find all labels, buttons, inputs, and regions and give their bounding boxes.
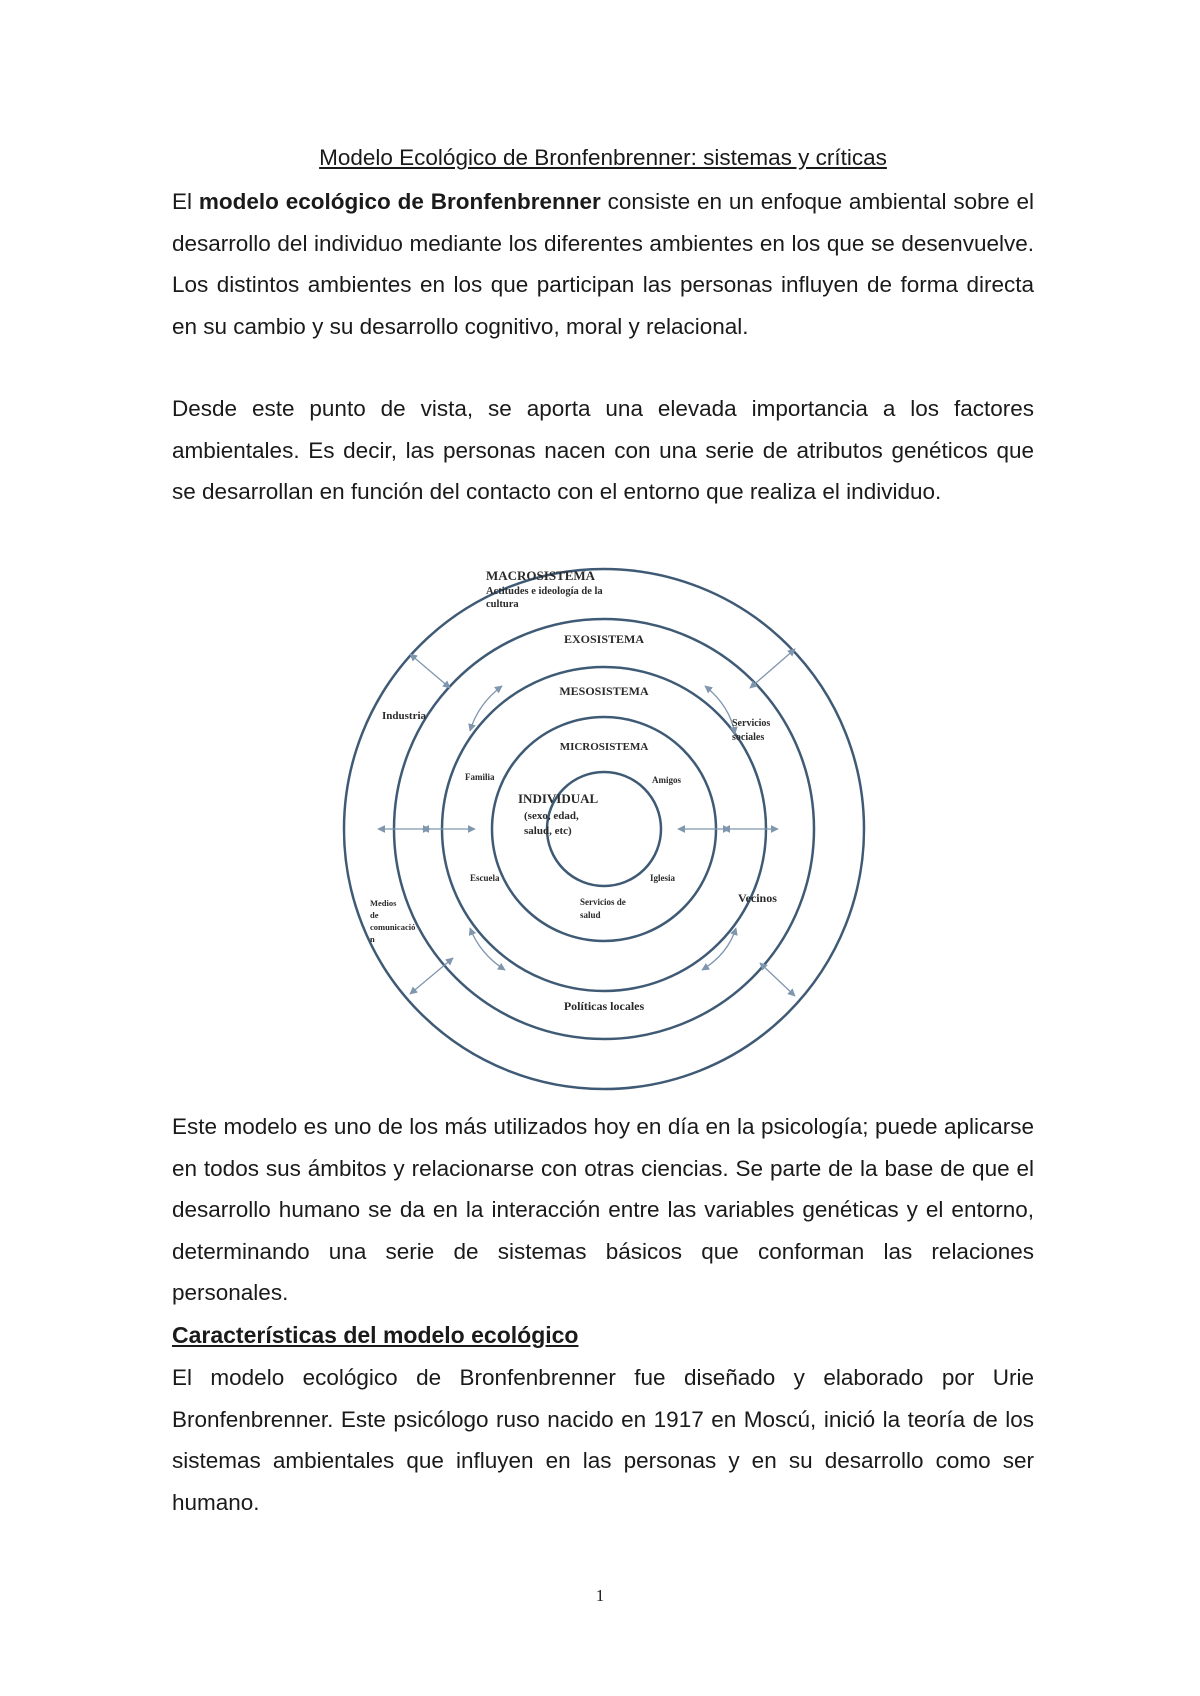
paragraph-intro [172, 181, 1034, 347]
page-title: Modelo Ecológico de Bronfenbrenner: sistemas y críticas [319, 145, 887, 170]
intro-rest: consiste en un enfoque ambiental sobre el desarrollo del individuo mediante los diferentes ambientes en los que se desenvuelve. Los distintos ambientes en los que participan las personas influyen de forma directa en su cambio y su desarrollo cognitivo, moral y relacional. [172, 189, 1034, 339]
macrosystem-subtitle-2: cultura [486, 599, 519, 610]
intro-bold-term: modelo ecológico de Bronfenbrenner [198, 189, 601, 214]
paragraph-ambient: Desde este punto de vista, se aporta una elevada importancia a los factores ambientales. Es decir, las personas nacen con una serie de atributos genéticos que se desarrollan en función del contacto con el entorno que realiza el individuo. [172, 396, 1034, 504]
vecinos-label: Vecinos [738, 891, 777, 905]
mesosystem-label: MESOSISTEMA [559, 684, 649, 698]
servicios-salud-label-1: Servicios de [580, 897, 626, 907]
individual-label: INDIVIDUAL [518, 791, 599, 806]
servicios-sociales-label-1: Servicios [732, 718, 771, 729]
page-number: 1 [595, 1586, 605, 1605]
diagonal-arrows [378, 649, 795, 996]
ecological-model-diagram [340, 556, 880, 1096]
individual-detail-2: salud, etc) [524, 825, 572, 837]
macrosystem-label: MACROSISTEMA [486, 568, 596, 583]
medios-label-2: de [370, 910, 379, 920]
microsystem-label: MICROSISTEMA [559, 741, 649, 753]
section-heading: Características del modelo ecológico [172, 1322, 579, 1348]
medios-label-1: Medios [370, 898, 397, 908]
iglesia-label: Iglesia [650, 873, 676, 883]
medios-label-3: comunicació [370, 922, 416, 932]
amigos-label: Amigos [652, 775, 681, 785]
intro-lead: El [172, 189, 199, 214]
industria-label: Industria [382, 710, 427, 722]
servicios-sociales-label-2: sociales [732, 732, 765, 743]
macrosystem-subtitle-1: Actitudes e ideología de la [486, 586, 603, 597]
individual-detail-1: (sexo, edad, [524, 810, 579, 822]
paragraph-model-usage: Este modelo es uno de los más utilizados hoy en día en la psicología; puede aplicarse en todos sus ámbitos y relacionarse con otras ciencias. Se parte de la base de que el desarrollo humano se da en la interacción entre las variables genéticas y el entorno, determinando una serie de sistemas básicos que conforman las relaciones personales. [172, 1114, 1034, 1305]
politicas-locales-label: Políticas locales [563, 999, 645, 1013]
medios-label-4: n [370, 934, 375, 944]
paragraph-characteristics: El modelo ecológico de Bronfenbrenner fue diseñado y elaborado por Urie Bronfenbrenner. Este psicólogo ruso nacido en 1917 en Moscú, inició la teoría de los sistemas ambientales que influyen en las personas y en su desarrollo como ser humano. [172, 1365, 1034, 1515]
familia-label: Familia [465, 772, 495, 782]
servicios-salud-label-2: salud [580, 910, 601, 920]
escuela-label: Escuela [470, 873, 500, 883]
exosystem-label: EXOSISTEMA [563, 632, 645, 646]
